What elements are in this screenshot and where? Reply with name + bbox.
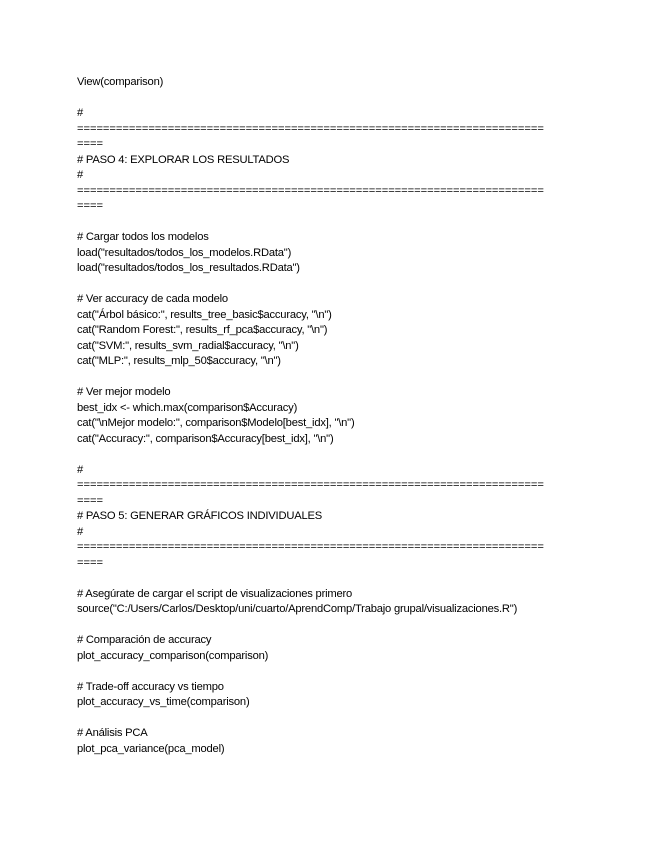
separator-line: ======================================================================== <box>77 541 544 553</box>
code-line: plot_accuracy_comparison(comparison) <box>77 649 269 662</box>
blank-line <box>77 91 577 107</box>
code-line: cat("Random Forest:", results_rf_pca$accuracy, "\n") <box>77 324 328 336</box>
separator-line: ======================================================================== <box>77 184 544 197</box>
separator-line: ======================================================================== <box>77 122 544 135</box>
blank-line <box>77 664 577 680</box>
code-line: load("resultados/todos_los_modelos.RData") <box>77 246 292 259</box>
code-line: best_idx <- which.max(comparison$Accuracy) <box>77 401 298 414</box>
comment-line: # <box>77 107 84 119</box>
comment-line: # Cargar todos los modelos <box>77 231 209 243</box>
code-line: cat("SVM:", results_svm_radial$accuracy, "\n") <box>77 339 299 352</box>
code-line: load("resultados/todos_los_resultados.RData") <box>77 262 300 274</box>
comment-line: # <box>77 525 84 538</box>
code-line: cat("MLP:", results_mlp_50$accuracy, "\n") <box>77 355 281 367</box>
comment-line: # <box>77 463 84 476</box>
code-line: plot_accuracy_vs_time(comparison) <box>77 696 250 708</box>
separator-line: ==== <box>77 200 103 212</box>
code-line: plot_pca_variance(pca_model) <box>77 742 225 755</box>
comment-line: # <box>77 169 84 181</box>
comment-line: # Ver mejor modelo <box>77 386 171 398</box>
comment-line: # Análisis PCA <box>77 727 148 739</box>
comment-line: # Ver accuracy de cada modelo <box>77 293 228 305</box>
comment-line: # Asegúrate de cargar el script de visualizaciones primero <box>77 587 353 600</box>
blank-line <box>77 447 577 463</box>
blank-line <box>77 370 577 386</box>
code-line: View(comparison) <box>77 76 164 88</box>
comment-line: # PASO 4: EXPLORAR LOS RESULTADOS <box>77 153 290 166</box>
comment-line: # Trade-off accuracy vs tiempo <box>77 680 224 693</box>
blank-line <box>77 618 577 634</box>
separator-line: ======================================================================== <box>77 479 544 491</box>
separator-line: ==== <box>77 138 103 150</box>
blank-line <box>77 711 577 727</box>
blank-line <box>77 277 577 293</box>
comment-line: # Comparación de accuracy <box>77 634 212 646</box>
code-line: cat("Accuracy:", comparison$Accuracy[best_idx], "\n") <box>77 432 334 445</box>
blank-line <box>77 571 577 587</box>
code-line: cat("\nMejor modelo:", comparison$Modelo[best_idx], "\n") <box>77 417 355 429</box>
comment-line: # PASO 5: GENERAR GRÁFICOS INDIVIDUALES <box>77 510 323 522</box>
code-line: cat("Árbol básico:", results_tree_basic$accuracy, "\n") <box>77 308 332 321</box>
blank-line <box>77 215 577 231</box>
separator-line: ==== <box>77 556 103 569</box>
separator-line: ==== <box>77 494 103 507</box>
code-text-block <box>77 75 577 757</box>
code-line: source("C:/Users/Carlos/Desktop/uni/cuarto/AprendComp/Trabajo grupal/visualizaciones.R") <box>77 603 518 615</box>
